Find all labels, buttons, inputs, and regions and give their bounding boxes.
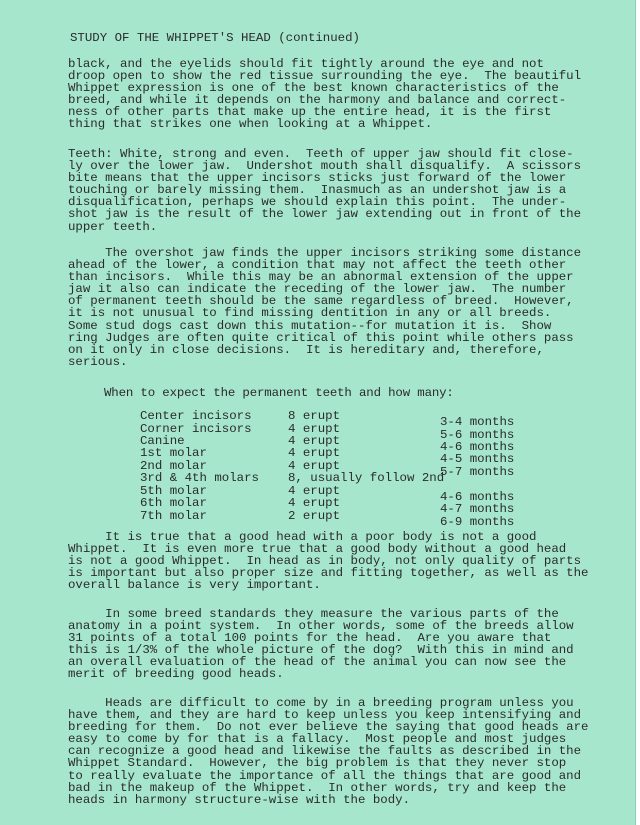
- eruption-months: 4-6 months: [440, 490, 515, 504]
- paragraph-line: overall balance is very important.: [68, 578, 321, 593]
- eruption-months: 4-5 months: [440, 452, 515, 466]
- paragraph-line: It is true that a good head with a poor body is not a good: [68, 530, 537, 544]
- paragraph-line: heads in harmony structure-wise with the body.: [68, 792, 411, 807]
- paragraph-line: ness of other parts that make up the entire head, it is the first: [68, 105, 552, 120]
- paragraph-line: bite means that the upper incisors sticks just forward of the lower: [68, 171, 567, 186]
- paragraph-line: Teeth: White, strong and even. Teeth of upper jaw should fit close-: [68, 147, 574, 161]
- tooth-name: 5th molar: [140, 484, 207, 498]
- eruption-months: 6-9 months: [440, 515, 515, 529]
- paragraph-line: to really evaluate the importance of all the things that are good and: [68, 768, 582, 783]
- body-paragraph: [68, 58, 588, 131]
- paragraph-line: have them, and they are hard to keep unless you keep intensifying and: [68, 708, 582, 723]
- paragraph-line: Whippet expression is one of the best known characteristics of the: [68, 81, 559, 96]
- eruption-months: 5-6 months: [440, 428, 515, 442]
- paragraph-line: upper teeth.: [68, 219, 158, 234]
- tooth-count: 4 erupt: [288, 484, 341, 498]
- tooth-count: 8, usually follow 2nd: [288, 471, 445, 485]
- paragraph-line: an overall evaluation of the head of the animal you can now see the: [68, 655, 567, 670]
- tooth-count: 2 erupt: [288, 509, 341, 523]
- paragraph-line: Whippet Standard. However, the big problem is that they never stop: [68, 756, 567, 771]
- paragraph-line: on it only in close decisions. It is hereditary and, therefore,: [68, 342, 544, 357]
- paragraph-line: Whippet. It is even more true that a good body without a good head: [68, 542, 567, 557]
- paragraph-line: shot jaw is the result of the lower jaw extending out in front of the: [68, 207, 582, 222]
- eruption-months: 5-7 months: [440, 465, 515, 479]
- tooth-name: Center incisors: [140, 409, 252, 423]
- body-paragraph: [68, 697, 588, 806]
- tooth-count: 8 erupt: [288, 409, 341, 423]
- paragraph-line: than incisors. While this may be an abnormal extension of the upper: [68, 270, 574, 285]
- tooth-count: 4 erupt: [288, 434, 341, 448]
- paragraph-line: of permanent teeth should be the same regardless of breed. However,: [68, 294, 574, 309]
- paragraph-line: jaw it also can indicate the receding of the lower jaw. The number: [68, 282, 567, 297]
- tooth-count: 4 erupt: [288, 446, 341, 460]
- tooth-name: Canine: [140, 434, 185, 448]
- paragraph-line: touching or barely missing them. Inasmuch as an undershot jaw is a: [68, 183, 567, 198]
- paragraph-line: black, and the eyelids should fit tightly around the eye and not: [68, 57, 544, 71]
- tooth-name: 2nd molar: [140, 459, 207, 473]
- paragraph-line: disqualification, perhaps we should explain this point. The under-: [68, 195, 567, 210]
- paragraph-line: can recognize a good head and likewise the faults as described in the: [68, 744, 582, 759]
- body-paragraph: [68, 148, 588, 233]
- body-paragraph: [68, 531, 588, 591]
- paragraph-line: In some breed standards they measure the various parts of the: [68, 607, 559, 621]
- paragraph-line: is not a good Whippet. In head as in body, not only quality of parts: [68, 554, 582, 569]
- page-heading: STUDY OF THE WHIPPET'S HEAD (continued): [70, 31, 360, 45]
- paragraph-line: this is 1/3% of the whole picture of the dog? With this in mind and: [68, 643, 574, 658]
- paragraph-line: Heads are difficult to come by in a breeding program unless you: [68, 696, 574, 710]
- table-intro: When to expect the permanent teeth and how many:: [104, 386, 454, 400]
- paragraph-line: breeding for them. Do not ever believe the saying that good heads are: [68, 720, 589, 735]
- tooth-count: 4 erupt: [288, 459, 341, 473]
- paragraph-line: it is not unusual to find missing dentition in any or all breeds.: [68, 306, 552, 321]
- eruption-months: 3-4 months: [440, 415, 515, 429]
- paragraph-line: 31 points of a total 100 points for the head. Are you aware that: [68, 631, 552, 646]
- paragraph-line: anatomy in a point system. In other words, some of the breeds allow: [68, 619, 574, 634]
- paragraph-line: ahead of the lower, a condition that may not affect the teeth other: [68, 258, 567, 273]
- body-paragraph: [68, 608, 588, 681]
- tooth-name: Corner incisors: [140, 422, 252, 436]
- paragraph-line: ly over the lower jaw. Undershot mouth shall disqualify. A scissors: [68, 159, 582, 174]
- tooth-name: 7th molar: [140, 509, 207, 523]
- paragraph-line: easy to come by for that is a fallacy. Most people and most judges: [68, 732, 567, 747]
- paragraph-line: bad in the makeup of the Whippet. In other words, try and keep the: [68, 780, 567, 795]
- paragraph-line: serious.: [68, 354, 128, 369]
- tooth-name: 6th molar: [140, 496, 207, 510]
- eruption-months: 4-7 months: [440, 502, 515, 516]
- tooth-count: 4 erupt: [288, 496, 341, 510]
- paragraph-line: Some stud dogs cast down this mutation--for mutation it is. Show: [68, 318, 552, 333]
- tooth-name: 3rd & 4th molars: [140, 471, 259, 485]
- paragraph-line: ring Judges are often quite critical of this point while others pass: [68, 330, 574, 345]
- paragraph-line: thing that strikes one when looking at a Whippet.: [68, 117, 433, 132]
- eruption-months: 4-6 months: [440, 440, 515, 454]
- paragraph-line: droop open to show the red tissue surrounding the eye. The beautiful: [68, 69, 582, 84]
- paragraph-line: breed, and while it depends on the harmony and balance and correct-: [68, 93, 567, 108]
- tooth-count: 4 erupt: [288, 422, 341, 436]
- paragraph-line: merit of breeding good heads.: [68, 667, 284, 682]
- body-paragraph: [68, 247, 588, 368]
- tooth-name: 1st molar: [140, 446, 207, 460]
- paragraph-line: The overshot jaw finds the upper incisors striking some distance: [68, 246, 582, 260]
- paragraph-line: is important but also proper size and fitting together, as well as the: [68, 566, 589, 581]
